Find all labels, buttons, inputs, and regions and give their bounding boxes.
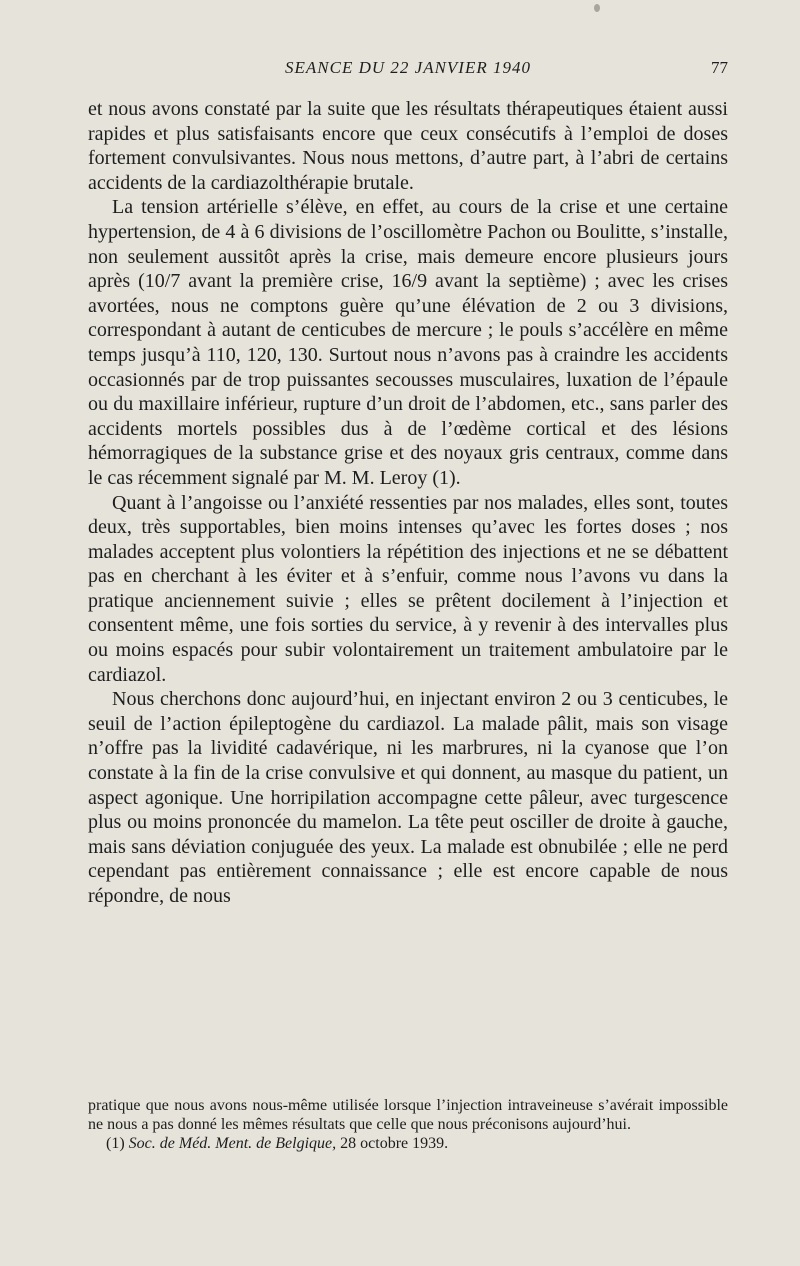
footnote-1 <box>88 1134 728 1153</box>
ink-smudge <box>594 4 600 12</box>
footnotes <box>88 1096 728 1153</box>
page-number: 77 <box>711 58 728 77</box>
paragraph-3: Quant à l’angoisse ou l’anxiété ressenties par nos malades, elles sont, toutes deux, très supportables, bien moins intenses qu’avec les fortes doses ; nos malades acceptent plus volontiers la répétition des injections et ne se débattent pas en cherchant à les éviter et à s’enfuir, comme nous l’avons vu dans la pratique anciennement suivie ; elles se prêtent docilement à l’injection et consentent même, une fois sorties du service, à y revenir à des intervalles plus ou moins espacés pour subir volontairement un traitement ambulatoire par le cardiazol. <box>88 491 728 686</box>
footnote-marker: (1) <box>106 1135 125 1152</box>
paragraph-1: et nous avons constaté par la suite que les résultats thérapeutiques étaient aussi rapides et plus satisfaisants encore que ceux consécutifs à l’emploi de doses fortement convulsivantes. Nous nous mettons, d’autre part, à l’abri de certains accidents de la cardiazolthérapie brutale. <box>88 98 728 194</box>
page-header <box>88 58 728 82</box>
body-text <box>88 97 728 909</box>
footnote-source: Soc. de Méd. Ment. de Belgique, <box>128 1135 337 1152</box>
footnote-continued: pratique que nous avons nous-même utilisée lorsque l’injection intraveineuse s’avérait impossible ne nous a pas donné les mêmes résultats que celle que nous préconisons aujourd’hui. <box>88 1097 728 1133</box>
footnote-date: 28 octobre 1939. <box>340 1135 449 1152</box>
paragraph-4: Nous cherchons donc aujourd’hui, en injectant environ 2 ou 3 centicubes, le seuil de l’action épileptogène du cardiazol. La malade pâlit, mais son visage n’offre pas la lividité cadavérique, ni les marbrures, ni la cyanose que l’on constate à la fin de la crise convulsive et qui donnent, au masque du patient, un aspect agonique. Une horripilation accompagne cette pâleur, avec turgescence plus ou moins prononcée du mamelon. La tête peut osciller de droite à gauche, mais sans déviation conjuguée des yeux. La malade est obnubilée ; elle ne perd cependant pas entièrement connaissance ; elle est encore capable de nous répondre, de nous <box>88 688 728 907</box>
paragraph-2: La tension artérielle s’élève, en effet, au cours de la crise et une certaine hypertension, de 4 à 6 divisions de l’oscillomètre Pachon ou Boulitte, s’installe, non seulement aussitôt après la crise, mais demeure encore plusieurs jours après (10/7 avant la première crise, 16/9 avant la septième) ; avec les crises avortées, nous ne comptons guère qu’une élévation de 2 ou 3 divisions, correspondant à autant de centicubes de mercure ; le pouls s’accélère en même temps jusqu’à 110, 120, 130. Surtout nous n’avons pas à craindre les accidents occasionnés par de trop puissantes secousses musculaires, luxation de l’épaule ou du maxillaire inférieur, rupture d’un droit de l’abdomen, etc., sans parler des accidents mortels possibles dus à de l’œdème cortical et des lésions hémorragiques de la substance grise et des noyaux gris centraux, comme dans le cas récemment signalé par M. M. Leroy (1). <box>88 196 728 489</box>
running-title: SEANCE DU 22 JANVIER 1940 <box>285 58 531 77</box>
